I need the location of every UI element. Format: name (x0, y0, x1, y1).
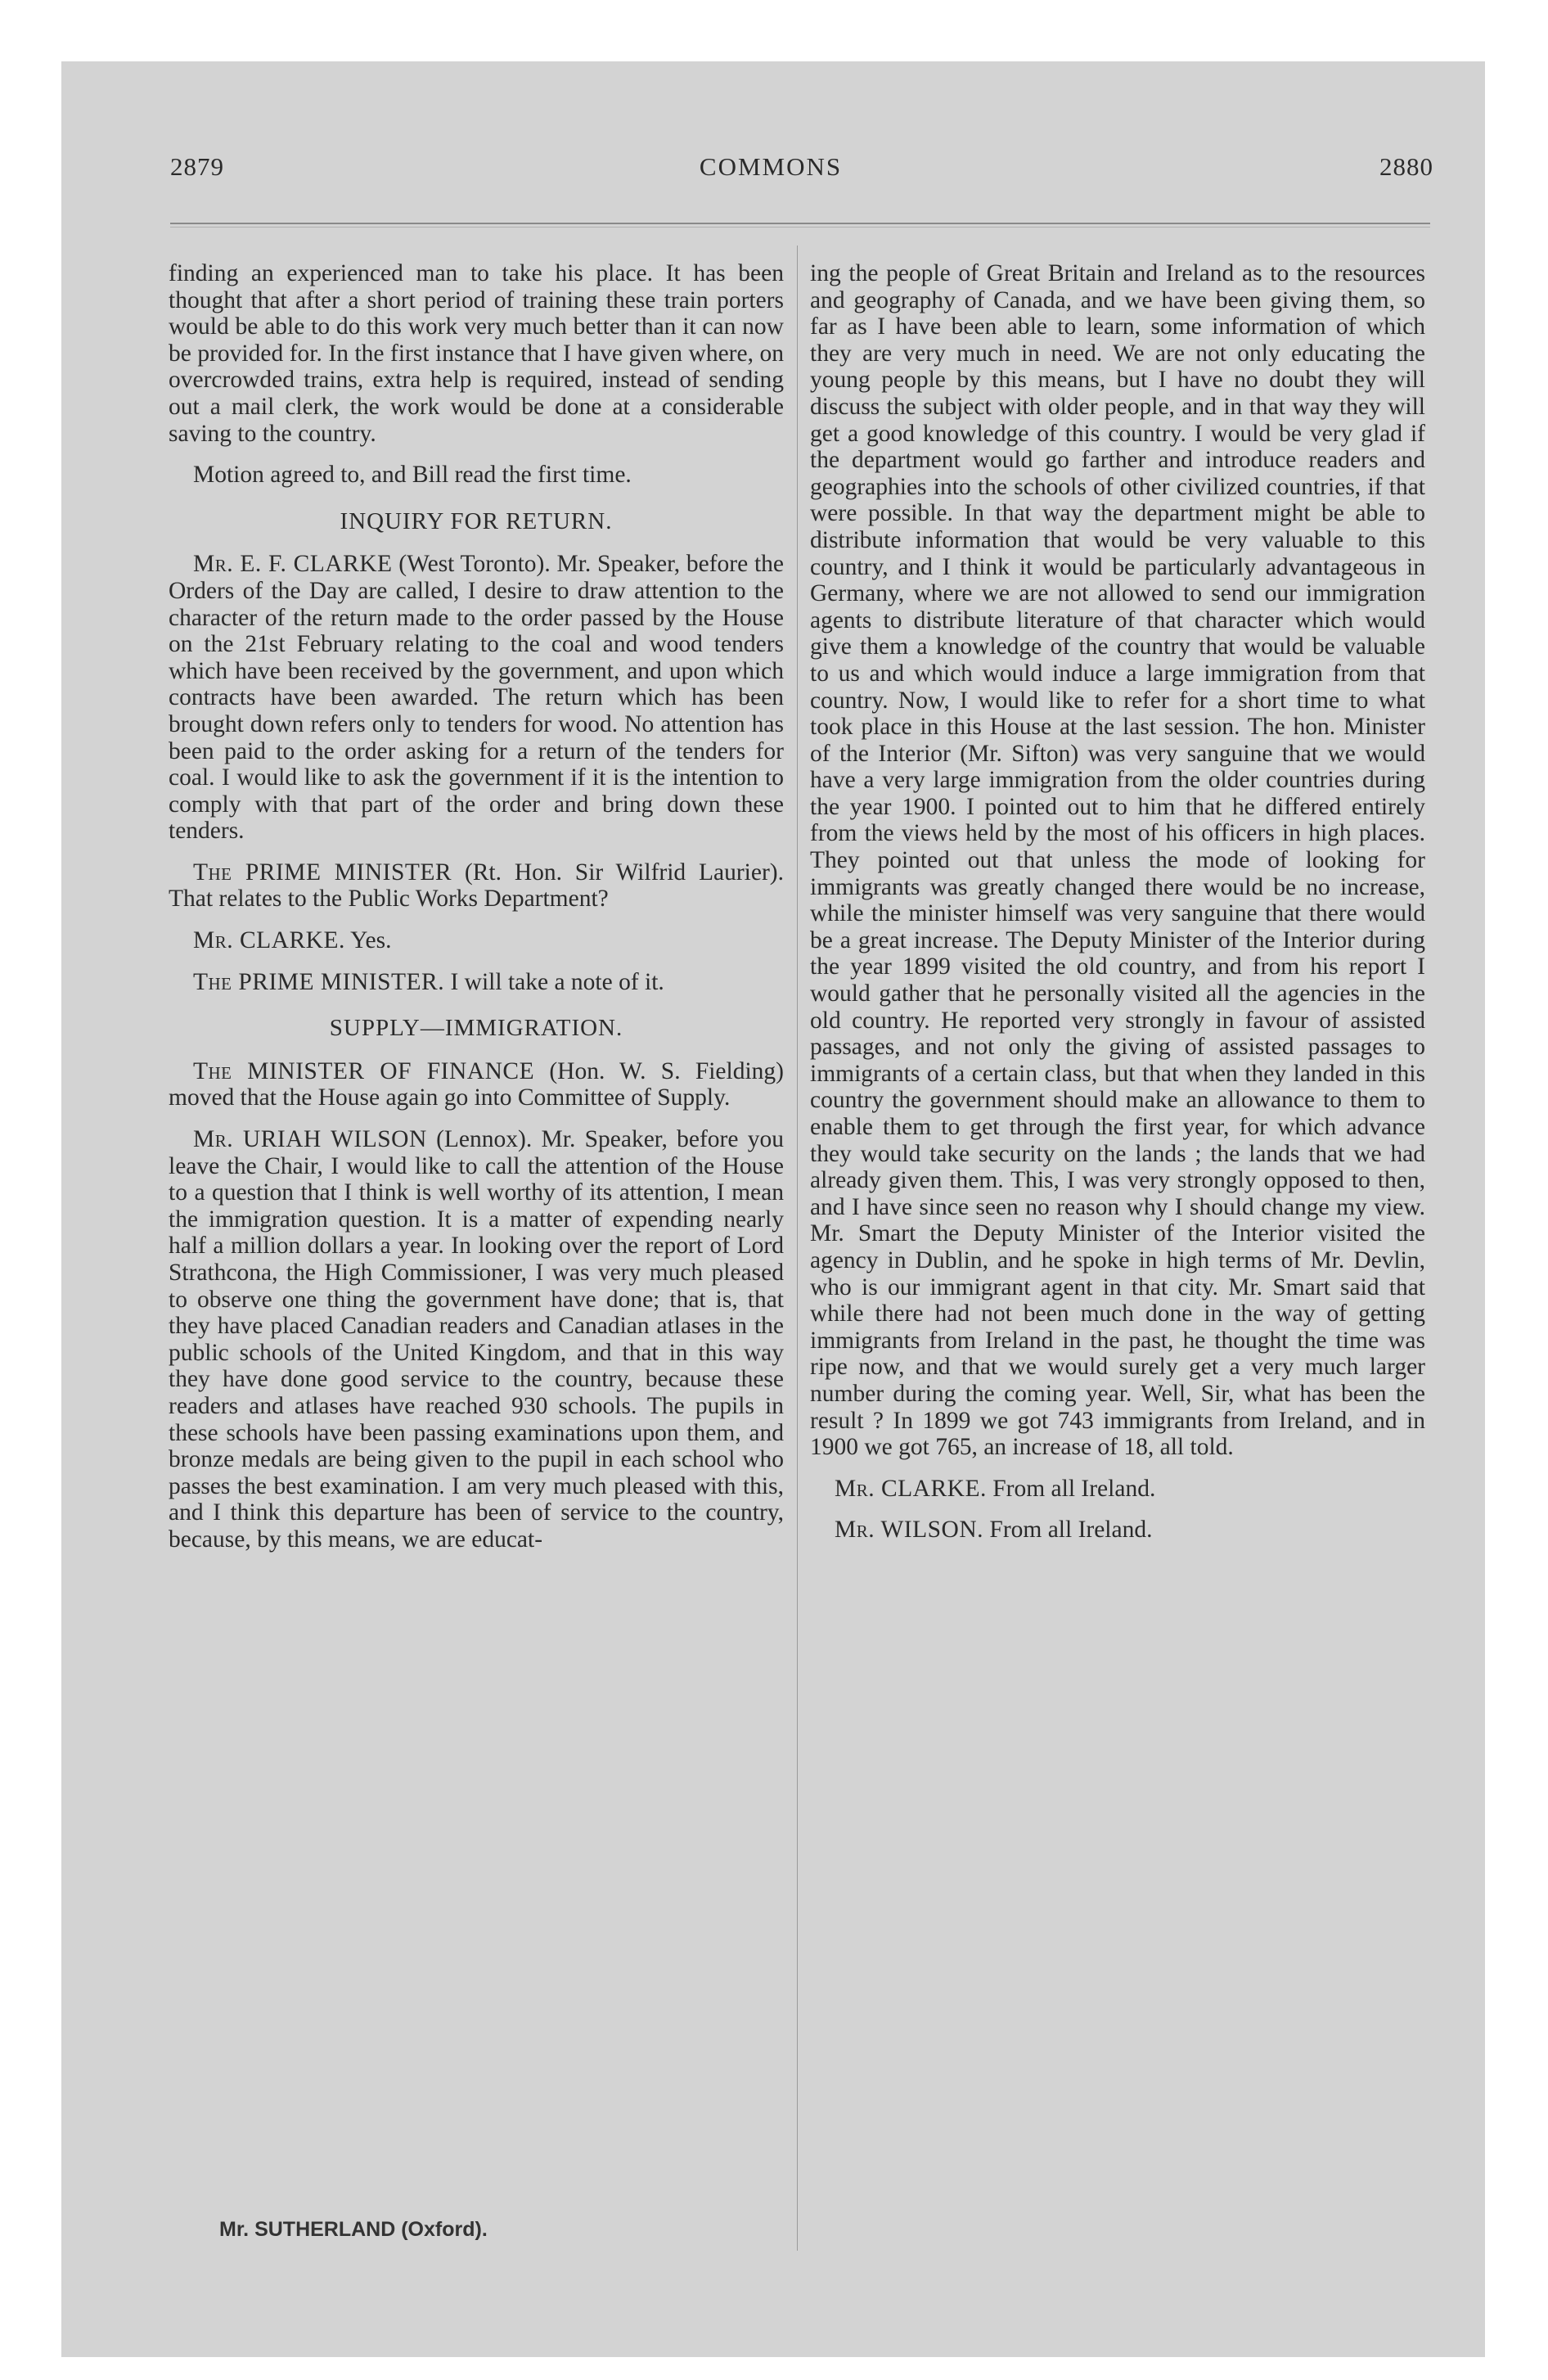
paragraph: ing the people of Great Britain and Ireland as to the resources and geography of Canada, and we have been giving them, so far as I have been able to learn, some information of which they are very much in need. We are not only educating the young people by this means, but I have no doubt they will discuss the subject with older people, and in that way they will get a good knowledge of this country. I would be very glad if the department would go farther and introduce readers and geographies into the schools of other civilized countries, if that were possible. In that way the department might be able to distribute information that would be very valuable to this country, and I think it would be particularly advantageous in Germany, where we are not allowed to send our immigration agents to distribute literature of that character which would give them a knowledge of the country that would be valuable to us and which would induce a large immigration from that country. Now, I would like to refer for a short time to what took place in this House at the last session. The hon. Minister of the Interior (Mr. Sifton) was very sanguine that we would have a very large immigration from the older countries during the year 1900. I pointed out to him that he differed entirely from the views held by the most of his officers in high places. They pointed out that unless the mode of looking for immigrants was greatly changed there would be no increase, while the minister himself was very sanguine that there would be a great increase. The Deputy Minister of the Interior during the year 1899 visited the old country, and from his report I would gather that he personally visited all the agencies in the old country. He reported very strongly in favour of assisted passages, and not only the giving of assisted passages to immigrants of a certain class, but that when they landed in this country the government should make an allowance to them to enable them to get through the first year, for which advance they would take security on the lands ; the lands that we had already given them. This, I was very strongly opposed to then, and I have since seen no reason why I should change my view. Mr. Smart the Deputy Minister of the Interior visited the agency in Dublin, and he spoke in high terms of Mr. Devlin, who is our immigrant agent in that city. Mr. Smart said that while there had not been much done in the way of getting immigrants from Ireland in the past, he thought the time was ripe now, and that we would surely get a very much larger number during the coming year. Well, Sir, what has been the result ? In 1899 we got 743 immigrants from Ireland, and in 1900 we got 765, an increase of 18, all told. (810, 260, 1425, 1461)
paragraph: Motion agreed to, and Bill read the first time. (193, 462, 632, 489)
right-column (810, 260, 1425, 1558)
paragraph (169, 927, 784, 954)
page-number-right: 2880 (1379, 152, 1433, 181)
speaker-name: The MINISTER OF FINANCE (193, 1057, 535, 1084)
speech-text: I will take a note of it. (444, 968, 664, 995)
section-heading: INQUIRY FOR RETURN. (340, 507, 613, 534)
paragraph (169, 859, 784, 913)
header-rule-secondary (170, 227, 1430, 228)
speech-text: Yes. (344, 927, 392, 954)
paragraph (810, 1476, 1425, 1503)
paragraph (169, 551, 784, 845)
speaker-name: Mr. CLARKE. (835, 1475, 987, 1502)
speech-text: (Rt. Hon. Sir Wilfrid Laurier). That relates to the Public Works Department? (169, 859, 784, 913)
left-column (169, 260, 784, 1568)
speaker-name: Mr. URIAH WILSON (193, 1126, 427, 1153)
page-header (108, 152, 1433, 193)
speech-text: (Lennox). Mr. Speaker, before you leave the Chair, I would like to call the attention of the House to a question that I think is well worthy of its attention, I mean the immigration question. It is a matter of expending nearly half a million dollars a year. In looking over the report of Lord Strathcona, the High Commissioner, I was very much pleased to observe one thing the government have done; that is, that they have placed Canadian readers and Canadian atlases in the public schools of the United Kingdom, and that in this way they have done good service to the country, because these readers and atlases have reached 930 schools. The pupils in these schools have been passing examinations upon them, and bronze medals are being given to the pupil in each school who passes the best examination. I am very much pleased with this, and I think this departure has been of service to the country, because, by this means, we are educat- (169, 1126, 784, 1553)
speech-text: (Hon. W. S. Fielding) moved that the House again go into Committee of Supply. (169, 1057, 784, 1111)
page-footer-catchword: Mr. SUTHERLAND (Oxford). (219, 2218, 488, 2241)
header-rule (170, 223, 1430, 224)
paragraph: finding an experienced man to take his place. It has been thought that after a short period of training these train porters would be able to do this work very much better than it can now be provided for. In the first instance that I have given where, on overcrowded trains, extra help is required, instead of sending out a mail clerk, the work would be done at a considerable saving to the country. (169, 260, 784, 447)
page-number-left: 2879 (170, 152, 224, 181)
paragraph (169, 1058, 784, 1111)
speaker-name: Mr. CLARKE. (193, 927, 345, 954)
speech-text: From all Ireland. (986, 1475, 1156, 1502)
section-heading: SUPPLY—IMMIGRATION. (329, 1015, 623, 1042)
speaker-name: Mr. E. F. CLARKE (193, 551, 393, 578)
paragraph (169, 1126, 784, 1553)
speaker-name: The PRIME MINISTER. (193, 968, 445, 995)
column-divider (797, 246, 798, 2251)
speech-text: From all Ireland. (983, 1517, 1153, 1544)
paragraph (810, 1517, 1425, 1544)
speaker-name: The PRIME MINISTER (193, 859, 452, 886)
speaker-name: Mr. WILSON. (835, 1517, 984, 1544)
speech-text: (West Toronto). Mr. Speaker, before the Orders of the Day are called, I desire to draw attention to the character of the return made to the order passed by the House on the 21st February relating to the coal and wood tenders which have been received by the government, and upon which contracts have been awarded. The return which has been brought down refers only to tenders for wood. No attention has been paid to the order asking for a return of the tenders for coal. I would like to ask the government if it is the intention to comply with that part of the order and bring down these tenders. (169, 551, 784, 845)
page-title: COMMONS (699, 152, 843, 181)
paragraph (169, 969, 784, 996)
